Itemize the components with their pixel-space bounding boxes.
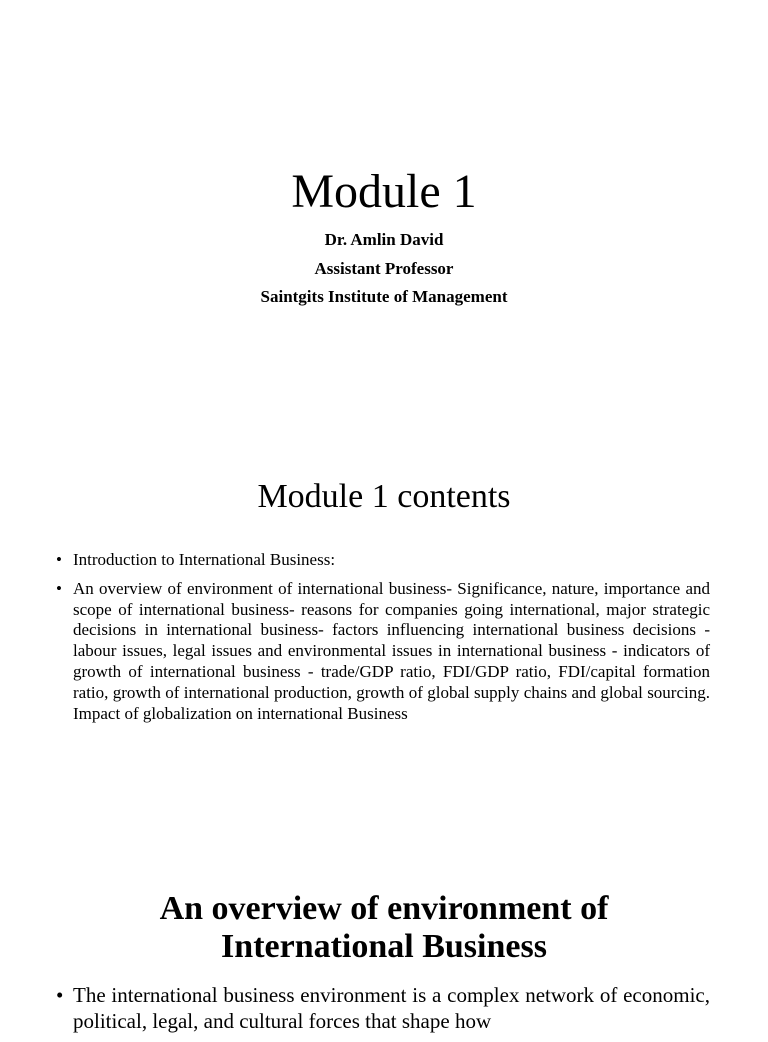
contents-bullet-list xyxy=(56,550,710,732)
slide-title: Module 1 xyxy=(291,165,477,218)
bullet-text: Introduction to International Business: xyxy=(73,550,336,569)
author-institution: Saintgits Institute of Management xyxy=(260,287,508,306)
author-name: Dr. Amlin David xyxy=(324,230,444,249)
list-item xyxy=(56,579,710,725)
contents-title: Module 1 contents xyxy=(257,478,511,515)
author-block xyxy=(0,229,768,315)
overview-bullet-list xyxy=(56,982,710,1042)
overview-title-line1: An overview of environment of xyxy=(159,890,609,927)
bullet-text: An overview of environment of international business- Significance, nature, importance and scope of international business- reasons for companies going international, major strategic decisions in international business- factors influencing international business decisions - labour issues, legal issues and environmental issues in international business - indicators of growth of international business - trade/GDP ratio, FDI/GDP ratio, FDI/capital formation ratio, growth of international production, growth of global supply chains and global sourcing. Impact of globalization on international Business xyxy=(73,578,710,723)
title-slide xyxy=(0,0,768,330)
bullet-text: The international business environment is a complex network of economic, political, legal, and cultural forces that shape how xyxy=(73,983,710,1033)
author-position: Assistant Professor xyxy=(314,258,454,278)
overview-title-line2: International Business xyxy=(221,928,547,965)
bullet-icon: • xyxy=(56,550,62,569)
overview-title xyxy=(0,890,768,966)
bullet-icon: • xyxy=(56,983,64,1007)
list-item xyxy=(56,550,710,571)
list-item xyxy=(56,982,710,1034)
bullet-icon: • xyxy=(56,578,62,598)
